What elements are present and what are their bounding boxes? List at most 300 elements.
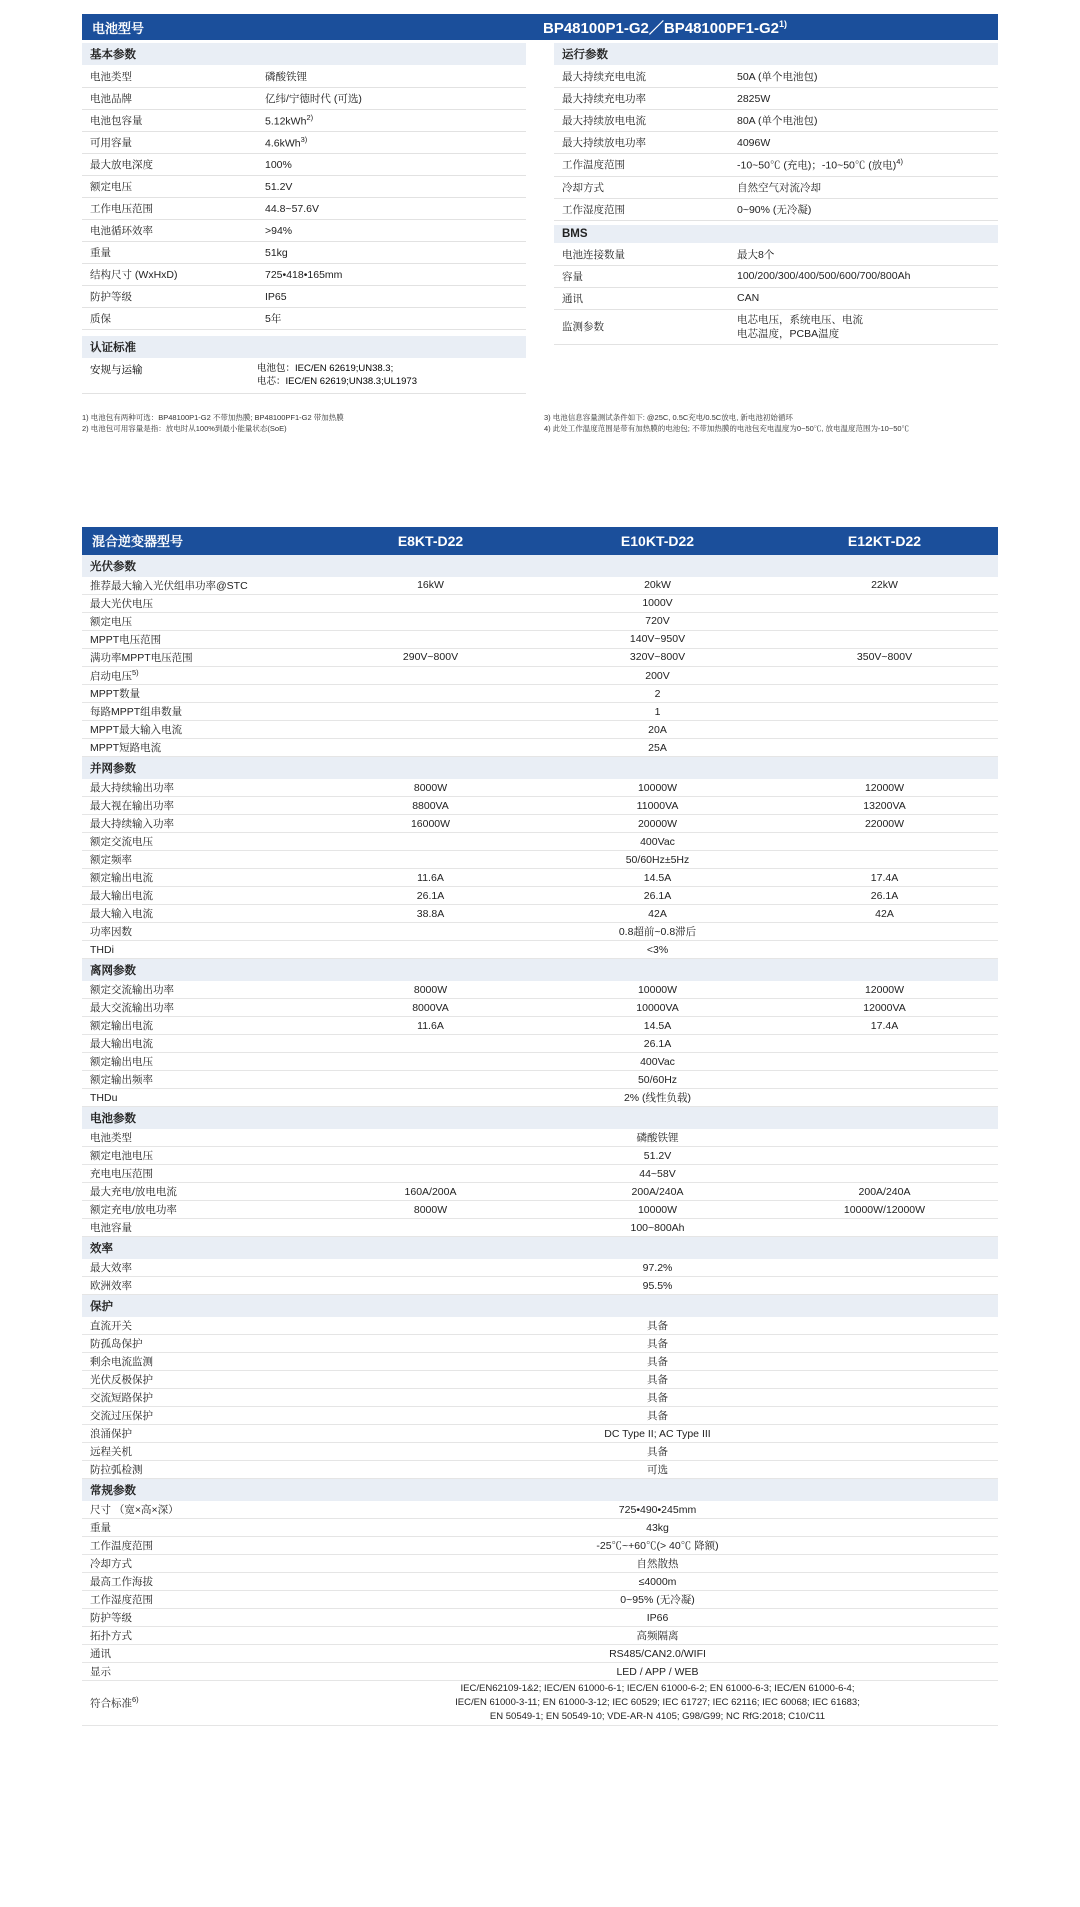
table-row [82,1165,998,1183]
row-value: 8000W [413,781,448,794]
row-value: 11.6A [417,1019,444,1032]
row-value: 50A (单个电池包) [737,71,818,83]
row-key: 通讯 [562,292,583,305]
row-value: LED / APP / WEB [616,1665,699,1678]
row-value: ≤4000m [638,1575,677,1588]
row-value: 13200VA [863,799,906,812]
row-key: 通讯 [90,1648,111,1661]
row-key-text: 启动电压 [90,670,132,683]
table-row [82,721,998,739]
row-value: 具备 [647,1374,668,1387]
row-value [729,310,998,344]
inverter-standards-row [82,1681,998,1725]
row-key: 最大持续输入功率 [90,818,174,831]
table-row [82,631,998,649]
row-value-text: -10~50℃ (充电)；-10~50℃ (放电) [737,159,897,172]
row-value: 42A [875,907,894,920]
table-row [82,1443,998,1461]
table-row [82,1389,998,1407]
row-key: 额定频率 [90,854,132,867]
table-row [82,887,998,905]
row-value: 20kW [644,579,671,592]
row-key: 浪涌保护 [90,1428,132,1441]
row-key: 直流开关 [90,1320,132,1333]
row-key: 工作温度范围 [562,159,625,172]
table-row [82,1591,998,1609]
row-value: 10000W/12000W [843,1203,926,1216]
row-key: 最大光伏电压 [90,597,153,610]
row-key: 防孤岛保护 [90,1338,143,1351]
table-row [82,198,526,220]
row-key: 冷却方式 [562,181,604,194]
row-key: 工作温度范围 [90,1540,153,1553]
row-value: 42A [648,907,667,920]
row-value: 4096W [737,136,771,149]
row-key: 工作湿度范围 [90,1594,153,1607]
table-row [82,1645,998,1663]
table-row [82,88,526,110]
table-row [82,1461,998,1479]
row-value: 80A (单个电池包) [737,115,818,127]
row-key: 质保 [90,313,111,325]
table-row [82,1371,998,1389]
battery-header-label: 电池型号 [92,20,145,36]
row-key: 冷却方式 [90,1558,132,1571]
row-key: 电池品牌 [90,93,132,105]
section-title-general: 常规参数 [82,1479,998,1501]
row-key: 显示 [90,1666,111,1679]
row-key: 最大持续放电电流 [562,115,646,127]
row-key: THDi [90,943,114,956]
table-row [82,739,998,757]
row-value-line: 电芯温度，PCBA温度 [737,327,840,340]
table-row [82,1609,998,1627]
table-row [82,1089,998,1107]
row-value: 51.2V [643,1149,672,1162]
row-key [82,667,317,685]
row-key: 交流过压保护 [90,1410,153,1423]
row-key: 最大输出电流 [90,890,153,903]
row-key: 额定输出电压 [90,1056,153,1069]
row-key: 容量 [562,270,583,283]
table-row [82,1053,998,1071]
row-value: 12000VA [863,1001,906,1014]
row-value: 最大8个 [737,248,775,261]
row-value: 725•418•165mm [265,268,343,281]
row-value: 具备 [647,1356,668,1369]
section-title-efficiency: 效率 [82,1237,998,1259]
row-key: 最大效率 [90,1262,132,1275]
row-value: 8000W [413,1203,448,1216]
table-row [82,1537,998,1555]
row-key: 防拉弧检测 [90,1464,143,1477]
row-value: 8000VA [412,1001,449,1014]
row-key: 电池包容量 [90,115,143,127]
row-key: MPPT最大输入电流 [90,724,183,737]
battery-basic-column [82,43,526,394]
row-value: 1 [654,705,661,718]
row-key: MPPT短路电流 [90,742,162,755]
row-key: 电池类型 [90,1132,132,1145]
table-row [82,264,526,286]
row-key [82,1694,317,1712]
row-value: 26.1A [643,889,672,902]
row-key: 满功率MPPT电压范围 [90,651,193,664]
row-key: 额定充电/放电功率 [90,1204,177,1217]
row-value [729,154,998,176]
table-row [82,1035,998,1053]
section-title-protection: 保护 [82,1295,998,1317]
row-value: 22kW [871,579,898,592]
table-row [82,1555,998,1573]
row-value: 14.5A [643,1019,672,1032]
row-key: 最高工作海拔 [90,1576,153,1589]
row-key: THDu [90,1091,118,1104]
row-key: 额定电压 [90,615,132,628]
battery-basic-title: 基本参数 [82,43,526,66]
table-row [82,1663,998,1681]
section-title-pv: 光伏参数 [82,555,998,577]
table-row [82,286,526,308]
row-value: 2 [654,687,661,700]
table-row [82,1317,998,1335]
row-value: 具备 [647,1410,668,1423]
table-row [554,310,998,345]
inverter-model-3: E12KT-D22 [847,532,922,549]
battery-columns [82,43,998,394]
row-value: 100/200/300/400/500/600/700/800Ah [737,270,911,282]
row-value: >94% [265,224,293,237]
inverter-model-2: E10KT-D22 [620,532,695,549]
row-key: 电池类型 [90,71,132,83]
row-value: 26.1A [870,889,899,902]
table-row [82,923,998,941]
row-value: 200V [645,669,670,682]
row-value: 320V~800V [629,651,686,664]
table-row [82,1353,998,1371]
row-value: 16kW [417,579,444,592]
table-row [82,649,998,667]
table-row [82,779,998,797]
row-key: 重量 [90,247,111,259]
footnote-column-right [536,412,998,435]
table-row [82,1183,998,1201]
footnote: 2) 电池包可用容量是指：放电时从100%到最小能量状态(SoE) [82,424,287,434]
section-title-offgrid: 离网参数 [82,959,998,981]
row-value: 100% [265,158,292,171]
row-value: 140V~950V [629,633,686,646]
row-value: RS485/CAN2.0/WIFI [609,1647,706,1660]
row-key: 光伏反极保护 [90,1374,153,1387]
row-value: 17.4A [870,1019,899,1032]
table-row [82,1201,998,1219]
row-key: 结构尺寸 (WxHxD) [90,269,178,281]
row-value: 自然空气对流冷却 [737,181,821,194]
row-value: 160A/200A [404,1185,457,1198]
row-key: 额定电压 [90,181,132,193]
row-key: 最大输出电流 [90,1038,153,1051]
table-row [554,244,998,266]
row-value: 12000W [864,983,905,996]
table-row [82,176,526,198]
footnote: 4) 此处工作温度范围是带有加热膜的电池包; 不带加热膜的电池包充电温度为0~50℃, 放电温度范围为-10~50℃ [544,424,910,434]
row-value: 10000VA [636,1001,679,1014]
row-value: 350V~800V [856,651,913,664]
row-key: 额定输出电流 [90,1020,153,1033]
row-value: 51.2V [265,180,293,193]
footnote: 1) 电池包有两种可选：BP48100P1-G2 不带加热膜; BP48100PF1-G2 带加热膜 [82,412,344,422]
row-value-sup: 3) [300,135,308,145]
row-key: 额定交流电压 [90,836,153,849]
row-key: 最大持续输出功率 [90,782,174,795]
row-value: 20000W [637,817,678,830]
table-row [82,1259,998,1277]
table-row [82,1071,998,1089]
table-row [554,288,998,310]
row-key: MPPT电压范围 [90,633,162,646]
row-value: 2% (线性负载) [623,1092,692,1105]
row-value: 8000W [413,983,448,996]
row-value: 磷酸铁锂 [636,1132,679,1145]
row-value: 44.8~57.6V [265,202,320,215]
row-key: 可用容量 [90,137,132,149]
row-key: 监测参数 [562,321,604,334]
inverter-spec-block [82,527,998,1726]
row-value: 100~800Ah [630,1221,685,1234]
row-key-text: 符合标准 [90,1697,132,1710]
table-row [82,703,998,721]
row-value: 11000VA [636,799,679,812]
battery-model-footnote-mark: 1) [778,18,787,29]
row-key: 每路MPPT组串数量 [90,706,183,719]
row-value-line: 电芯电压，系统电压、电流 [737,313,863,326]
table-row [82,1573,998,1591]
footnote-column-left [82,412,536,435]
table-row [82,1277,998,1295]
battery-operation-title: 运行参数 [554,43,998,66]
table-row [82,851,998,869]
row-value: 200A/240A [631,1185,684,1198]
table-row [82,613,998,631]
table-row [82,154,526,176]
row-value: 10000W [637,781,678,794]
row-value: 720V [645,615,670,628]
row-key: 电池连接数量 [562,248,625,261]
row-value: 0.8超前~0.8滞后 [618,926,697,939]
row-value: 725•490•245mm [618,1503,697,1516]
table-row [82,685,998,703]
table-row [554,88,998,110]
row-value: 12000W [864,781,905,794]
row-value: 97.2% [642,1261,673,1274]
row-value: 8800VA [412,799,449,812]
row-key: 最大交流输出功率 [90,1002,174,1015]
row-value: 95.5% [642,1279,673,1292]
row-value: 5年 [265,313,282,325]
row-key: 尺寸 （宽×高×深） [90,1504,179,1517]
row-key: 剩余电流监测 [90,1356,153,1369]
inverter-model-1: E8KT-D22 [397,532,464,549]
row-key: 最大输入电流 [90,908,153,921]
battery-operation-column [554,43,998,394]
row-value: 11.6A [417,871,444,884]
table-row [82,1425,998,1443]
cert-line: 电池包：IEC/EN 62619;UN38.3; [257,363,394,374]
row-key: 最大视在输出功率 [90,800,174,813]
table-row [82,905,998,923]
row-value: <3% [646,943,669,956]
table-row [82,941,998,959]
row-key: 额定交流输出功率 [90,984,174,997]
row-key: 交流短路保护 [90,1392,153,1405]
row-value: 1000V [642,597,673,610]
row-value: 50/60Hz±5Hz [625,853,690,866]
row-key-sup: 5) [132,667,139,677]
table-row [554,199,998,221]
table-row [82,999,998,1017]
table-row [82,1219,998,1237]
battery-cert-title: 认证标准 [82,336,526,358]
row-value: -25℃~+60℃(> 40℃ 降额) [596,1540,719,1553]
row-value [257,362,526,389]
battery-bms-title: BMS [554,225,998,244]
row-value: CAN [737,292,760,304]
row-key: 电池循环效率 [90,225,153,237]
table-row [82,667,998,686]
row-value: 10000W [637,1203,678,1216]
row-key: 最大充电/放电电流 [90,1186,177,1199]
row-value: 自然散热 [636,1558,679,1571]
row-value: 43kg [646,1521,669,1534]
section-title-ongrid: 并网参数 [82,757,998,779]
table-row [554,154,998,177]
row-key: 最大持续充电功率 [562,93,646,105]
row-key: 防护等级 [90,291,132,303]
row-value: 50/60Hz [637,1073,678,1086]
row-value: 0~95% (无冷凝) [620,1594,695,1607]
battery-footnotes [82,412,998,435]
battery-spec-block [82,14,998,394]
row-key: 电池容量 [90,1222,132,1235]
row-key: 最大持续充电电流 [562,71,646,83]
standard-line: IEC/EN 61000-3-11; EN 61000-3-12; IEC 60529; IEC 61727; IEC 62116; IEC 60068; IEC 61683; [455,1697,860,1709]
row-value: 22000W [864,817,905,830]
row-value: 51kg [265,246,288,259]
standard-line: EN 50549-1; EN 50549-10; VDE-AR-N 4105; G98/G99; NC RfG:2018; C10/C11 [489,1710,826,1722]
row-key: 拓扑方式 [90,1630,132,1643]
row-key: 远程关机 [90,1446,132,1459]
row-value: 16000W [410,817,451,830]
table-row [82,1017,998,1035]
row-value: 200A/240A [858,1185,911,1198]
row-value-sup: 2) [306,113,314,123]
row-key: 工作电压范围 [90,203,153,215]
row-key: MPPT数量 [90,688,141,701]
table-row [82,1407,998,1425]
table-row [82,1501,998,1519]
row-key: 重量 [90,1522,111,1535]
battery-model-name [332,17,998,38]
row-key: 额定电池电压 [90,1150,153,1163]
table-row [82,869,998,887]
row-value: 400Vac [640,835,675,848]
table-row [82,242,526,264]
row-value [317,1681,998,1724]
row-value: 20A [648,723,667,736]
row-key: 安规与运输 [90,364,143,376]
row-value: 具备 [647,1320,668,1333]
inverter-header-label: 混合逆变器型号 [92,534,184,550]
section-title-battery: 电池参数 [82,1107,998,1129]
row-key: 防护等级 [90,1612,132,1625]
table-row [82,981,998,999]
inverter-header [82,527,998,555]
row-key: 功率因数 [90,926,132,939]
row-key: 最大持续放电功率 [562,137,646,149]
table-row [554,266,998,288]
table-row [82,577,998,595]
battery-model-text: BP48100P1-G2／BP48100PF1-G2 [543,19,779,37]
row-value: 高频隔离 [636,1630,679,1643]
row-value-text: 4.6kWh [265,137,301,150]
table-row [82,1335,998,1353]
row-key: 最大放电深度 [90,159,153,171]
row-value: 具备 [647,1446,668,1459]
row-value: 可选 [647,1464,668,1477]
row-value: 44~58V [639,1167,676,1180]
row-value: 2825W [737,92,771,105]
row-key: 欧洲效率 [90,1280,132,1293]
standard-line: IEC/EN62109-1&2; IEC/EN 61000-6-1; IEC/EN 61000-6-2; EN 61000-6-3; IEC/EN 61000-6-4; [460,1683,855,1695]
footnote: 3) 电池信息容量测试条件如下: @25C, 0.5C充电/0.5C放电, 新电池初始循环 [544,412,793,422]
table-row [82,132,526,154]
table-row [82,1627,998,1645]
row-key-sup: 6) [132,1695,139,1705]
row-value: 亿纬/宁德时代 (可选) [265,93,362,105]
table-row [82,110,526,132]
table-row [82,66,526,88]
table-row [82,1129,998,1147]
row-value: 38.8A [416,907,445,920]
table-row [82,595,998,613]
table-row [554,177,998,199]
row-value: 磷酸铁锂 [265,71,307,83]
row-value: 具备 [647,1338,668,1351]
row-value: 具备 [647,1392,668,1405]
table-row [82,797,998,815]
table-row [554,132,998,154]
battery-cert-row [82,358,526,394]
row-value: DC Type II; AC Type III [604,1427,711,1440]
table-row [554,110,998,132]
row-value: 26.1A [643,1037,672,1050]
row-value-sup: 4) [896,157,903,166]
table-row [554,66,998,88]
table-row [82,1147,998,1165]
row-key: 工作湿度范围 [562,203,625,216]
table-row [82,815,998,833]
row-key: 推荐最大输入光伏组串功率@STC [90,579,248,592]
row-value: 14.5A [643,871,672,884]
row-value: 25A [648,741,667,754]
table-row [82,308,526,330]
row-key: 额定输出频率 [90,1074,153,1087]
row-value-text: 5.12kWh [265,115,307,128]
row-value: IP65 [265,290,287,303]
table-row [82,833,998,851]
row-value [257,132,526,153]
battery-header [82,14,998,40]
